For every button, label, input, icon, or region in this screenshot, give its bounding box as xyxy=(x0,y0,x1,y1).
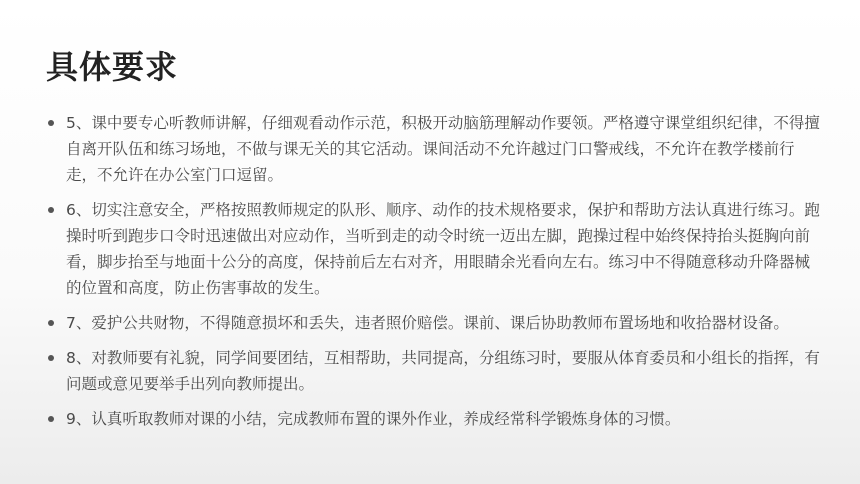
list-item xyxy=(40,197,820,301)
bullet-dot-icon xyxy=(48,320,54,326)
bullet-dot-icon xyxy=(48,207,54,213)
list-item-text: 8、对教师要有礼貌，同学间要团结，互相帮助，共同提高，分组练习时，要服从体育委员和小组长的指挥，有问题或意见要举手出列向教师提出。 xyxy=(66,349,820,393)
list-item xyxy=(40,310,820,336)
list-item xyxy=(40,406,820,432)
list-item-text: 9、认真听取教师对课的小结，完成教师布置的课外作业，养成经常科学锻炼身体的习惯。 xyxy=(66,410,681,428)
bullet-dot-icon xyxy=(48,355,54,361)
list-item xyxy=(40,110,820,188)
requirements-list xyxy=(40,110,820,441)
bullet-dot-icon xyxy=(48,416,54,422)
list-item xyxy=(40,345,820,397)
list-item-text: 7、爱护公共财物，不得随意损坏和丢失，违者照价赔偿。课前、课后协助教师布置场地和收拾器材设备。 xyxy=(66,314,789,332)
list-item-text: 6、切实注意安全，严格按照教师规定的队形、顺序、动作的技术规格要求，保护和帮助方法认真进行练习。跑操时听到跑步口令时迅速做出对应动作，当听到走的动令时统一迈出左脚，跑操过程中始终保持抬头挺胸向前看，脚步抬至与地面十公分的高度，保持前后左右对齐，用眼睛余光看向左右。练习中不得随意移动升降器械的位置和高度，防止伤害事故的发生。 xyxy=(66,201,820,297)
slide-title: 具体要求 xyxy=(46,48,179,86)
bullet-dot-icon xyxy=(48,120,54,126)
list-item-text: 5、课中要专心听教师讲解，仔细观看动作示范，积极开动脑筋理解动作要领。严格遵守课堂组织纪律，不得擅自离开队伍和练习场地，不做与课无关的其它活动。课间活动不允许越过门口警戒线，不允许在教学楼前行走，不允许在办公室门口逗留。 xyxy=(66,114,820,184)
